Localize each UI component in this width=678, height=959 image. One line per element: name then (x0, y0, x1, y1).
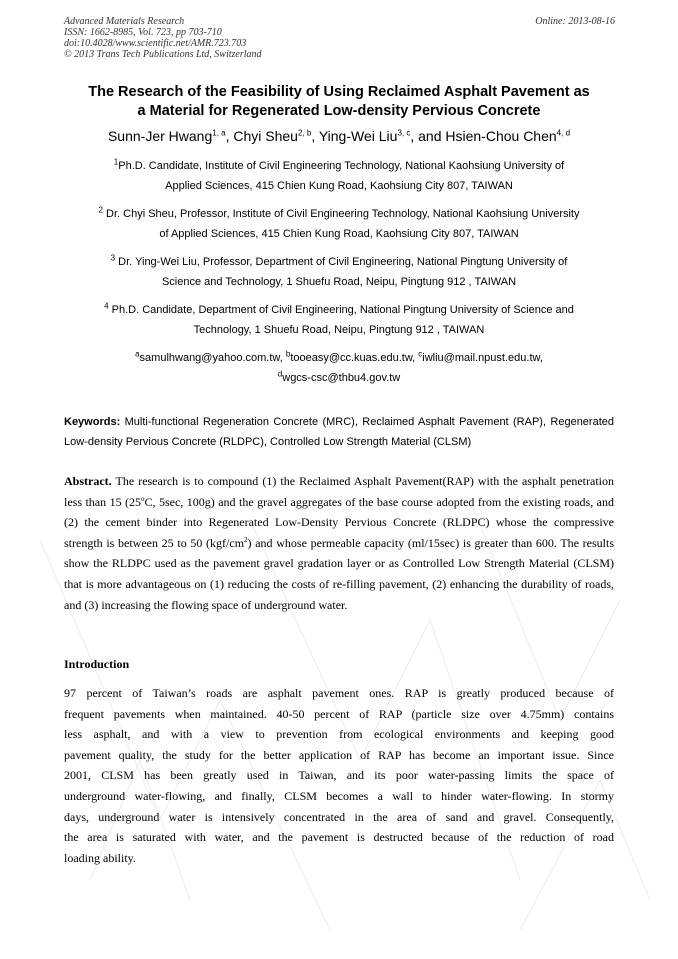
abstract-text: The research is to compound (1) the Reclaimed Asphalt Pavement(RAP) with the asphalt penetration less than 15 (25 (64, 474, 614, 509)
abstract-label: Abstract. (64, 474, 112, 488)
email-link[interactable]: iwliu@mail.npust.edu.tw, (422, 352, 543, 364)
abstract-text: ) and whose permeable capacity (ml/15sec) is greater than 600. The results show the RLDPC used as the pavement gravel gradation layer or as Controlled Low Strength Material (CLSM) that is more advantageous on (1) reducing the costs of re-filling pavement, (2) enhancing the durability of roads, and (3) increasing the flowing space of underground water. (64, 535, 614, 612)
journal-name: Advanced Materials Research (64, 16, 185, 27)
doi-line: doi:10.4028/www.scientific.net/AMR.723.703 (64, 38, 247, 49)
author-conjunction: and (418, 128, 442, 144)
abstract-text: C, 5sec, 100g) and the gravel aggregates of the base course adopted from the existing roads, and (2) the cement binder into Regenerated Low-Density Pervious Concrete (RLDPC) whose the compressive strength is between 25 to 50 (kgf/cm (64, 494, 615, 550)
author-name: Ying-Wei Liu (318, 128, 398, 144)
keywords-text: Multi-functional Regeneration Concrete (MRC), Reclaimed Asphalt Pavement (RAP), Regenerated Low-density Pervious Concrete (RLDPC), Controlled Low Strength Material (CLSM) (64, 416, 614, 448)
unit-superscript: 2 (244, 535, 248, 544)
author-list: Sunn-Jer Hwang$^{1, a}$, Chyi Sheu$^{2, b}$, Ying-Wei Liu$^{3, c}$, and Hsien-Chou Chen$^{4, d}$ (107, 128, 571, 144)
affiliation-line: Applied Sciences, 415 Chien Kung Road, Kaohsiung City 807, TAIWAN (165, 180, 513, 192)
body-line: days, underground water is intensively concentrated in the area of sand and gravel. Consequently, (64, 809, 614, 824)
affiliation-2 (58, 204, 620, 244)
body-line: 97 percent of Taiwan’s roads are asphalt pavement ones. RAP is greatly produced because of (64, 686, 614, 700)
email-marker: a (135, 349, 140, 359)
email-link[interactable]: tooeasy@cc.kuas.edu.tw, (290, 352, 416, 364)
introduction-body (64, 683, 614, 868)
degree-superscript: o (141, 494, 145, 503)
email-marker: d (277, 369, 283, 379)
body-line: less asphalt, and with a view to prevention from ecological environments and keeping good (64, 727, 614, 742)
affiliation-3 (58, 252, 620, 292)
author-name: Hsien-Chou Chen (445, 128, 557, 144)
affiliation-marker: 3 (110, 253, 116, 263)
email-link[interactable]: wgcs-csc@thbu4.gov.tw (282, 372, 401, 384)
body-line: 2001, CLSM has been greatly used in Taiwan, and its poor water-passing limits the space of (64, 768, 614, 783)
affiliation-line: Science and Technology, 1 Shuefu Road, Neipu, Pingtung 912 , TAIWAN (161, 276, 517, 288)
affiliation-line: Ph.D. Candidate, Institute of Civil Engineering Technology, National Kaohsiung University of (118, 160, 565, 172)
online-date: Online: 2013-08-16 (535, 16, 615, 27)
abstract-section (64, 471, 614, 615)
keywords-section (64, 412, 614, 452)
copyright-line: © 2013 Trans Tech Publications Ltd, Switzerland (64, 49, 262, 60)
email-link[interactable]: samulhwang@yahoo.com.tw, (139, 352, 283, 364)
title-line-1: The Research of the Feasibility of Using Reclaimed Asphalt Pavement as (88, 84, 590, 100)
paper-title (56, 83, 622, 121)
affiliation-marker: 2 (98, 205, 103, 215)
affiliation-marker: 1 (113, 157, 119, 167)
journal-header (64, 16, 262, 60)
body-line: frequent pavements when maintained. 40-50 percent of RAP (particle size over 4.75mm) contains (64, 706, 614, 721)
author-affiliation-marker: 1, a (212, 128, 226, 138)
author-name: Sunn-Jer Hwang (107, 128, 213, 144)
affiliation-4 (58, 300, 620, 340)
affiliation-line: of Applied Sciences, 415 Chien Kung Road, Kaohsiung City 807, TAIWAN (159, 228, 519, 240)
author-emails (58, 348, 620, 388)
author-affiliation-marker: 3, c (397, 128, 411, 138)
affiliation-line: Technology, 1 Shuefu Road, Neipu, Pingtung 912 , TAIWAN (193, 324, 485, 336)
affiliation-line: Dr. Chyi Sheu, Professor, Institute of Civil Engineering Technology, National Kaohsiung University (106, 208, 580, 220)
email-marker: c (418, 349, 423, 359)
keywords-label: Keywords: (64, 416, 121, 428)
author-affiliation-marker: 2, b (297, 128, 312, 138)
author-affiliation-marker: 4, d (556, 128, 571, 138)
author-name: Chyi Sheu (233, 128, 298, 144)
affiliation-1 (58, 156, 620, 196)
body-line: the area is saturated with water, and the pavement is destructed because of the reduction of road (64, 830, 614, 845)
body-line: underground water-flowing, and finally, CLSM becomes a wall to hinder water-flowing. In stormy (64, 788, 614, 803)
body-line: pavement quality, the study for the better application of RAP has become an important issue. Since (64, 747, 614, 762)
affiliation-line: Dr. Ying-Wei Liu, Professor, Department of Civil Engineering, National Pingtung University of (118, 256, 568, 268)
body-line: loading ability. (64, 850, 136, 865)
title-line-2: a Material for Regenerated Low-density Pervious Concrete (137, 103, 541, 119)
issn-line: ISSN: 1662-8985, Vol. 723, pp 703-710 (64, 27, 222, 38)
section-heading: Introduction (64, 657, 130, 671)
affiliation-line: Ph.D. Candidate, Department of Civil Engineering, National Pingtung University of Science and (111, 304, 574, 316)
affiliation-marker: 4 (104, 301, 109, 311)
email-marker: b (285, 349, 291, 359)
